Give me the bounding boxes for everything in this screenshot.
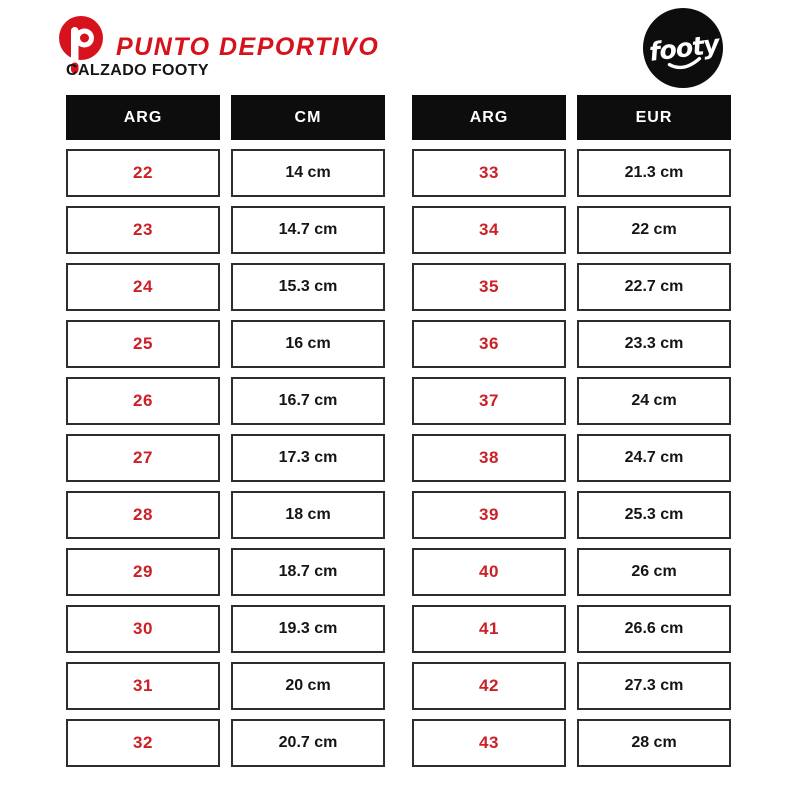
size-cell: 22 — [66, 149, 220, 197]
footy-logo-text: footy — [647, 28, 721, 67]
measure-cell: 18.7 cm — [231, 548, 385, 596]
size-table-arg-eur — [412, 95, 731, 767]
size-cell: 30 — [66, 605, 220, 653]
size-cell: 24 — [66, 263, 220, 311]
measure-cell: 16.7 cm — [231, 377, 385, 425]
column-header-arg: ARG — [66, 95, 220, 140]
measure-cell: 18 cm — [231, 491, 385, 539]
measure-cell: 24.7 cm — [577, 434, 731, 482]
measure-cell: 23.3 cm — [577, 320, 731, 368]
size-table-arg-cm — [66, 95, 385, 767]
size-cell: 35 — [412, 263, 566, 311]
size-cell: 43 — [412, 719, 566, 767]
size-cell: 41 — [412, 605, 566, 653]
measure-cell: 16 cm — [231, 320, 385, 368]
measure-cell: 28 cm — [577, 719, 731, 767]
size-cell: 26 — [66, 377, 220, 425]
size-tables — [66, 95, 731, 767]
measure-cell: 20 cm — [231, 662, 385, 710]
measure-cell: 14.7 cm — [231, 206, 385, 254]
size-cell: 29 — [66, 548, 220, 596]
measure-cell: 15.3 cm — [231, 263, 385, 311]
measure-cell: 17.3 cm — [231, 434, 385, 482]
measure-cell: 20.7 cm — [231, 719, 385, 767]
measure-cell: 24 cm — [577, 377, 731, 425]
size-cell: 33 — [412, 149, 566, 197]
measure-cell: 21.3 cm — [577, 149, 731, 197]
size-cell: 25 — [66, 320, 220, 368]
size-cell: 31 — [66, 662, 220, 710]
size-cell: 28 — [66, 491, 220, 539]
size-cell: 39 — [412, 491, 566, 539]
measure-cell: 22 cm — [577, 206, 731, 254]
measure-cell: 26.6 cm — [577, 605, 731, 653]
measure-cell: 19.3 cm — [231, 605, 385, 653]
size-cell: 40 — [412, 548, 566, 596]
measure-cell: 26 cm — [577, 548, 731, 596]
page-title: CALZADO FOOTY — [66, 62, 209, 79]
size-cell: 23 — [66, 206, 220, 254]
size-cell: 34 — [412, 206, 566, 254]
brand-name: PUNTO DEPORTIVO — [116, 33, 380, 61]
column-header-arg: ARG — [412, 95, 566, 140]
size-cell: 27 — [66, 434, 220, 482]
measure-cell: 22.7 cm — [577, 263, 731, 311]
size-cell: 36 — [412, 320, 566, 368]
size-cell: 38 — [412, 434, 566, 482]
size-cell: 32 — [66, 719, 220, 767]
size-cell: 37 — [412, 377, 566, 425]
footy-logo-icon — [642, 7, 724, 89]
column-header-cm: CM — [231, 95, 385, 140]
measure-cell: 14 cm — [231, 149, 385, 197]
measure-cell: 27.3 cm — [577, 662, 731, 710]
column-header-eur: EUR — [577, 95, 731, 140]
measure-cell: 25.3 cm — [577, 491, 731, 539]
size-cell: 42 — [412, 662, 566, 710]
